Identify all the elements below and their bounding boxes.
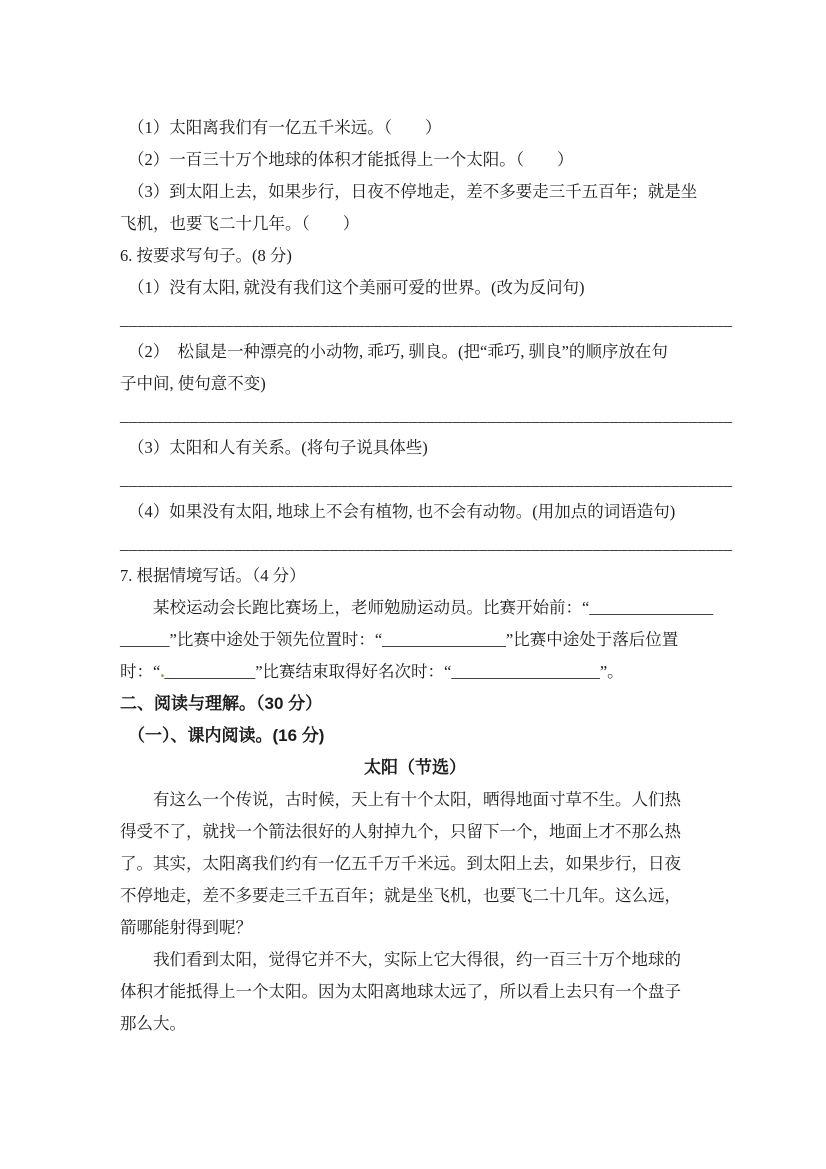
green-dot-marker: . bbox=[160, 662, 165, 681]
passage-p1-line-3: 了。其实，太阳离我们约有一亿五千万千米远。到太阳上去，如果步行，日夜 bbox=[120, 854, 681, 873]
question-6-header: 6. 按要求写句子。(8 分) bbox=[120, 246, 292, 265]
answer-blank-line: ______________________________________________________________________ bbox=[120, 406, 733, 425]
question-7-line-3-blanks: ___________”比赛结束取得好名次时：“__________________”。 bbox=[164, 662, 624, 681]
answer-blank-line: ______________________________________________________________________ bbox=[120, 470, 733, 489]
question-6-sub-1: （1）没有太阳, 就没有我们这个美丽可爱的世界。(改为反问句) bbox=[128, 278, 585, 297]
passage-p1-line-1: 有这么一个传说，古时候，天上有十个太阳，晒得地面寸草不生。人们热 bbox=[153, 790, 681, 809]
judge-item-3-line-2: 飞机，也要飞二十几年。（ ） bbox=[120, 214, 360, 233]
passage-p1-line-4: 不停地走，差不多要走三千五百年；就是坐飞机，也要飞二十几年。这么远， bbox=[120, 886, 681, 905]
passage-p1-line-2: 得受不了，就找一个箭法很好的人射掉九个，只留下一个，地面上才不那么热 bbox=[120, 822, 681, 841]
question-7-line-1: 某校运动会长跑比赛场上，老师勉励运动员。比赛开始前：“_______________ bbox=[153, 598, 714, 617]
judge-item-1: （1）太阳离我们有一亿五千米远。（ ） bbox=[128, 118, 442, 137]
judge-item-3-line-1: （3）到太阳上去，如果步行，日夜不停地走，差不多要走三千五百年；就是坐 bbox=[128, 182, 698, 201]
question-7-line-3-text: 时：“ bbox=[120, 662, 161, 681]
question-7-line-2: ______”比赛中途处于领先位置时：“_______________”比赛中途处于落后位置 bbox=[120, 630, 679, 649]
judge-item-2: （2）一百三十万个地球的体积才能抵得上一个太阳。（ ） bbox=[128, 150, 574, 169]
passage-p2-line-3: 那么大。 bbox=[120, 1014, 186, 1033]
question-6-sub-4: （4）如果没有太阳, 地球上不会有植物, 也不会有动物。(用加点的词语造句) bbox=[128, 502, 676, 521]
question-7-header: 7. 根据情境写话。（4 分） bbox=[120, 566, 306, 585]
question-6-sub-2-line-1: （2） 松鼠是一种漂亮的小动物, 乖巧, 驯良。(把“乖巧, 驯良”的顺序放在句 bbox=[128, 342, 668, 361]
passage-p2-line-1: 我们看到太阳，觉得它并不大，实际上它大得很，约一百三十万个地球的 bbox=[153, 950, 681, 969]
question-7-line-3 bbox=[120, 656, 710, 688]
passage-title: 太阳（节选） bbox=[364, 758, 466, 777]
passage-p2-line-2: 体积才能抵得上一个太阳。因为太阳离地球太远了，所以看上去只有一个盘子 bbox=[120, 982, 681, 1001]
answer-blank-line: ______________________________________________________________________ bbox=[120, 534, 733, 553]
section-2-header: 二、阅读与理解。（30 分） bbox=[120, 694, 323, 713]
question-6-sub-3: （3）太阳和人有关系。(将句子说具体些) bbox=[128, 438, 428, 457]
section-2-subheader: （一）、课内阅读。(16 分) bbox=[128, 726, 325, 745]
answer-blank-line: ______________________________________________________________________ bbox=[120, 310, 733, 329]
question-6-sub-2-line-2: 子中间, 使句意不变) bbox=[120, 374, 266, 393]
page-content bbox=[120, 112, 733, 1040]
passage-p1-line-5: 箭哪能射得到呢？ bbox=[120, 918, 252, 937]
